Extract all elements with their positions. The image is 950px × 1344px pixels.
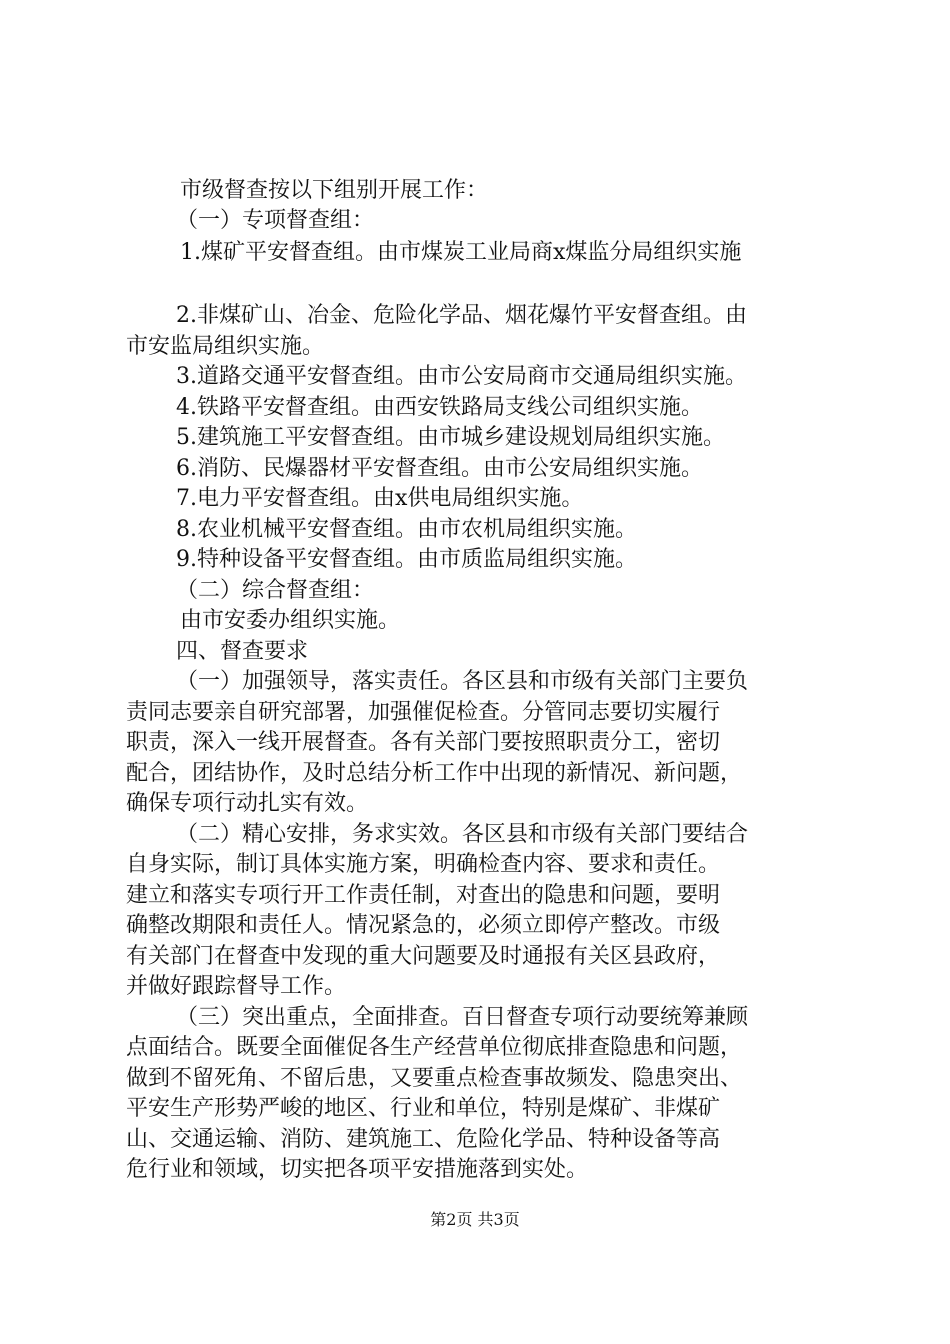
text-line: 6.消防、民爆器材平安督查组。由市公安局组织实施。 — [176, 456, 703, 481]
text-line: 点面结合。既要全面催促各生产经营单位彻底排查隐患和问题， — [126, 1035, 743, 1060]
text-line: （一）加强领导，落实责任。各区县和市级有关部门主要负 — [176, 669, 749, 694]
text-line: （二）精心安排，务求实效。各区县和市级有关部门要结合 — [176, 822, 749, 847]
section-heading: 四、督查要求 — [176, 639, 309, 664]
text-line: 配合，团结协作，及时总结分析工作中出现的新情况、新问题， — [126, 761, 743, 786]
text-line: 建立和落实专项行开工作责任制，对查出的隐患和问题，要明 — [126, 883, 721, 908]
text-line: 9.特种设备平安督查组。由市质监局组织实施。 — [176, 547, 637, 572]
page-number-footer: 第2页 共3页 — [430, 1210, 520, 1229]
text-line: 职责，深入一线开展督查。各有关部门要按照职责分工，密切 — [126, 730, 721, 755]
text-line: 做到不留死角、不留后患，又要重点检查事故频发、隐患突出、 — [126, 1066, 743, 1091]
text-line: 2.非煤矿山、冶金、危险化学品、烟花爆竹平安督查组。由 — [176, 303, 747, 328]
text-line: 山、交通运输、消防、建筑施工、危险化学品、特种设备等高 — [126, 1127, 721, 1152]
text-line: 5.建筑施工平安督查组。由市城乡建设规划局组织实施。 — [176, 425, 725, 450]
text-line: （三）突出重点，全面排查。百日督查专项行动要统筹兼顾 — [176, 1005, 749, 1030]
text-line: （二）综合督查组： — [176, 578, 375, 603]
text-line: 确整改期限和责任人。情况紧急的，必须立即停产整改。市级 — [126, 913, 721, 938]
text-line: 3.道路交通平安督查组。由市公安局商市交通局组织实施。 — [176, 364, 747, 389]
text-line: 并做好跟踪督导工作。 — [126, 974, 347, 999]
text-line: 自身实际，制订具体实施方案，明确检查内容、要求和责任。 — [126, 852, 721, 877]
text-line: 危行业和领域，切实把各项平安措施落到实处。 — [126, 1157, 589, 1182]
text-line: 由市安委办组织实施。 — [180, 608, 401, 633]
text-line: （一）专项督查组： — [176, 208, 375, 233]
text-line: 市安监局组织实施。 — [126, 334, 325, 359]
text-line: 有关部门在督查中发现的重大问题要及时通报有关区县政府， — [126, 944, 721, 969]
text-line: 确保专项行动扎实有效。 — [126, 791, 369, 816]
text-line: 8.农业机械平安督查组。由市农机局组织实施。 — [176, 517, 637, 542]
text-line: 7.电力平安督查组。由x供电局组织实施。 — [176, 486, 584, 511]
text-line: 平安生产形势严峻的地区、行业和单位，特别是煤矿、非煤矿 — [126, 1096, 721, 1121]
text-line: 责同志要亲自研究部署，加强催促检查。分管同志要切实履行 — [126, 700, 721, 725]
text-line: 市级督查按以下组别开展工作： — [180, 178, 489, 203]
text-line: 4.铁路平安督查组。由西安铁路局支线公司组织实施。 — [176, 395, 703, 420]
text-line: 1.煤矿平安督查组。由市煤炭工业局商x煤监分局组织实施 — [180, 240, 742, 265]
